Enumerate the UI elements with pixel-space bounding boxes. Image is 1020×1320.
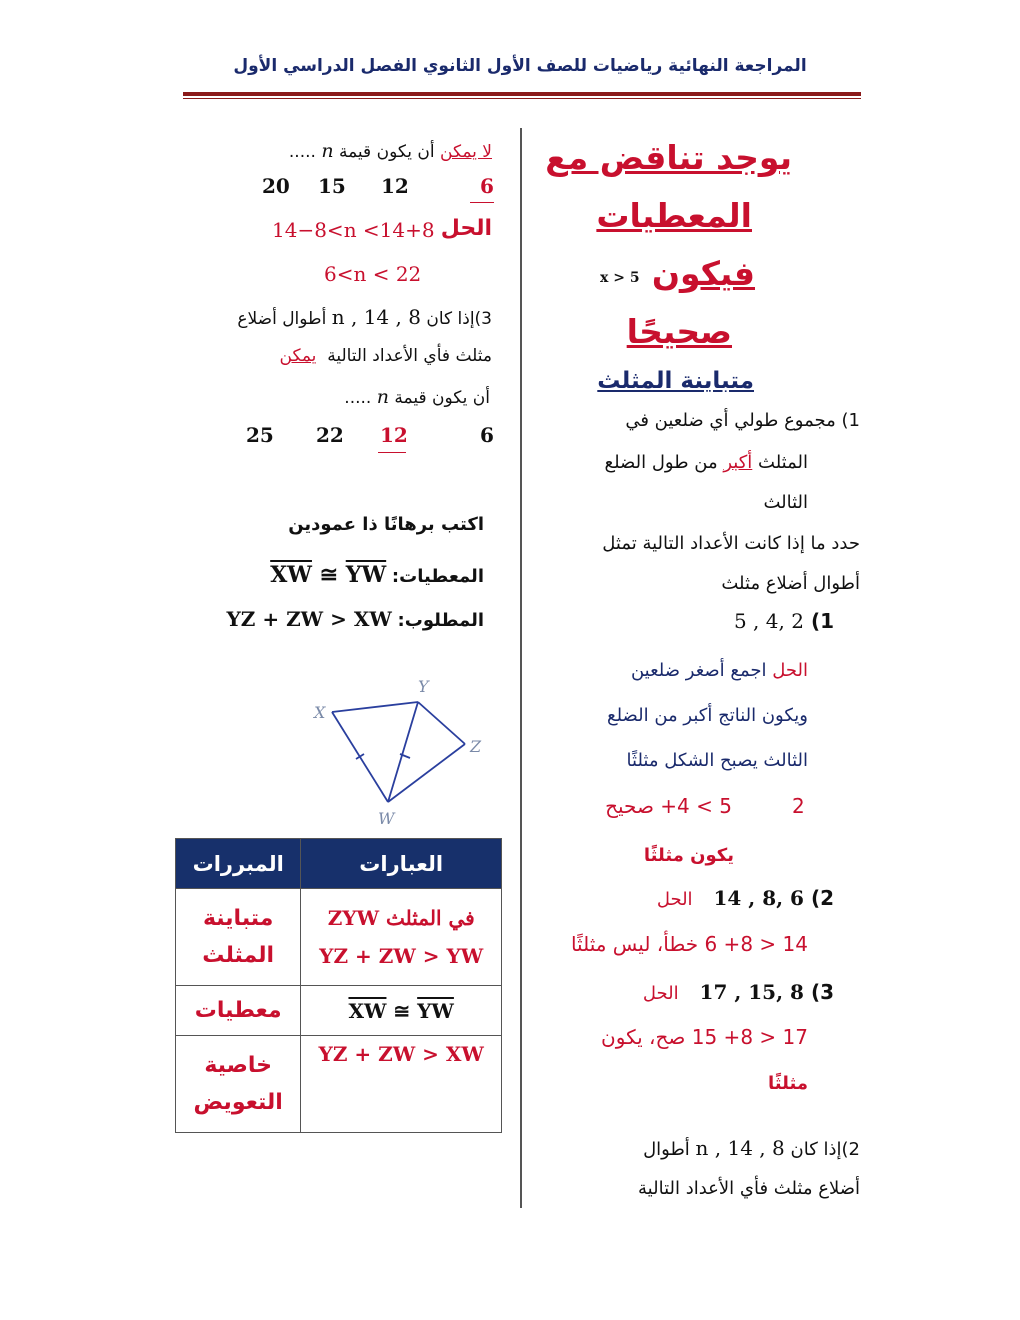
q3-line1b: 8 , 14 , n xyxy=(331,305,421,329)
q2-answer-mark xyxy=(470,202,494,203)
row1-reason xyxy=(176,889,301,986)
edge-yw xyxy=(388,702,418,802)
q2-line1b: 8 , 14 , n xyxy=(695,1136,785,1160)
q3-line3a: أن يكون قيمة xyxy=(394,388,490,408)
rule-text1: مجموع طولي أي ضلعين في xyxy=(625,410,836,431)
ex1-result: يكون مثلثًا xyxy=(643,845,734,866)
q3-option-4: 6 xyxy=(480,423,494,447)
ex1-sol-text: اجمع أصغر ضلعين xyxy=(630,660,767,681)
q2cont-dots: ..... xyxy=(288,142,316,162)
contradiction-note: x > 5 xyxy=(600,270,640,286)
section-title: متباينة المثلث xyxy=(597,368,754,394)
ex1-values: 2 ,4 , 5 xyxy=(733,609,804,633)
row2-reason: معطيات xyxy=(176,986,301,1036)
q3-line3 xyxy=(344,386,490,408)
q3-line3b: n xyxy=(376,386,389,408)
rule-num: 1) xyxy=(841,410,860,431)
col-reasons-header: المبررات xyxy=(176,839,301,889)
then-word: فيكون xyxy=(651,254,755,293)
q3-option-1: 25 xyxy=(246,423,274,447)
ex3-sol-label: الحل xyxy=(642,983,679,1004)
row1-stmt2: YZ + ZW > YW xyxy=(319,944,484,968)
q3-line3c: ..... xyxy=(344,388,372,408)
q3-answer-mark xyxy=(378,452,406,453)
ex3-values: 8 ,15 , 17 xyxy=(699,980,804,1004)
ex1-label: 1) xyxy=(810,609,834,633)
q3-option-2: 22 xyxy=(316,423,344,447)
q3-line1c: أطوال أضلاع xyxy=(237,309,327,329)
rule-line1 xyxy=(625,410,860,431)
q2cont-prefix: لا يمكن xyxy=(440,142,492,162)
col-statements-header: العبارات xyxy=(301,839,502,889)
row1-reason2: المثلث xyxy=(202,943,275,968)
ex3-calc-b: مثلثًا xyxy=(768,1073,808,1094)
table-header-row xyxy=(176,839,502,889)
ex2-label: 2) xyxy=(810,886,834,910)
rule-text2b: أكبر xyxy=(723,452,753,473)
proof-required xyxy=(227,607,484,631)
q2cont-var: n xyxy=(321,140,334,162)
proof-given-expr xyxy=(270,562,386,588)
page-header: المراجعة النهائية رياضيات للصف الأول الثانوي الفصل الدراسي الأول xyxy=(233,56,807,76)
row2-stmt-expr xyxy=(348,999,453,1023)
task-line1: حدد ما إذا كانت الأعداد التالية تمثل xyxy=(602,533,860,554)
label-x: X xyxy=(314,703,326,722)
proof-table xyxy=(175,838,502,1133)
edge-yz xyxy=(418,702,465,744)
ex2-sol-label: الحل xyxy=(656,889,693,910)
proof-req-label: المطلوب: xyxy=(397,610,484,631)
q3-option-3: 12 xyxy=(380,423,408,447)
proof-title: اكتب برهانًا ذا عمودين xyxy=(288,514,484,535)
proof-given-label: المعطيات: xyxy=(391,566,484,587)
proof-given-sym: ≅ xyxy=(319,562,339,588)
ex1-calc-2: 2 xyxy=(792,794,805,818)
q3-line2a: مثلث فأي الأعداد التالية xyxy=(327,346,492,366)
ex2-line xyxy=(657,886,834,910)
row3-reason xyxy=(176,1036,301,1133)
ex1-line xyxy=(734,609,834,633)
ex1-sol-label: الحل xyxy=(772,660,808,681)
rule-line2 xyxy=(605,452,809,473)
row2-statement xyxy=(301,986,502,1036)
row3-reason1: خاصية xyxy=(204,1053,273,1078)
q2-option-2: 15 xyxy=(318,174,346,198)
rule-text2c: من طول الضلع xyxy=(604,452,718,473)
proof-req-expr: YZ + ZW > XW xyxy=(226,607,392,631)
table-row xyxy=(176,1036,502,1133)
edge-zw xyxy=(388,744,465,802)
proof-given xyxy=(270,562,484,588)
label-w: W xyxy=(378,809,395,828)
contradiction-line2: المعطيات xyxy=(596,196,752,235)
quadrilateral-figure xyxy=(300,672,500,832)
q2cont-line xyxy=(289,140,492,162)
q3-line1 xyxy=(237,305,492,329)
header-rule-thin xyxy=(183,98,861,99)
ex1-line3: الثالث يصبح الشكل مثلثًا xyxy=(626,750,808,771)
table-row xyxy=(176,986,502,1036)
task-line2: أطوال أضلاع مثلث xyxy=(721,573,860,594)
table-row xyxy=(176,889,502,986)
contradiction-line1: يوجد تناقض مع xyxy=(545,138,792,177)
q3-line2 xyxy=(280,346,493,366)
q2-option-3: 12 xyxy=(381,174,409,198)
ex3-line xyxy=(643,980,834,1004)
ex1-line2: ويكون الناتج أكبر من الضلع xyxy=(607,705,808,726)
ex2-calc: 14 < 8+ 6 خطأ، ليس مثلثًا xyxy=(570,932,808,956)
q2-line1c: أطوال xyxy=(643,1139,690,1160)
q2-sol-line1: 14−8<n <14+8 xyxy=(272,218,435,242)
row3-statement: YZ + ZW > XW xyxy=(301,1036,502,1133)
ex3-label: 3) xyxy=(810,980,834,1004)
q2-option-1: 20 xyxy=(262,174,290,198)
q2cont-rest: أن يكون قيمة xyxy=(338,142,435,162)
q2-option-4: 6 xyxy=(480,174,494,198)
label-y: Y xyxy=(418,677,429,696)
ex1-calc: 5 > 4+ صحيح xyxy=(605,794,732,818)
q3-line2b: يمكن xyxy=(279,346,317,366)
label-z: Z xyxy=(470,737,482,756)
row3-reason2: التعويض xyxy=(193,1090,283,1115)
contradiction-line3 xyxy=(652,254,755,293)
ex3-calc-a: 17 < 8+ 15 صح، يكون xyxy=(601,1025,808,1049)
q2-line1a: 2)إذا كان xyxy=(790,1139,860,1160)
rule-text2a: المثلث xyxy=(758,452,808,473)
row1-statement xyxy=(301,889,502,986)
q2-line2: أضلاع مثلث فأي الأعداد التالية xyxy=(638,1178,860,1199)
header-rule-thick xyxy=(183,92,861,96)
ex2-values: 6 ,8 , 14 xyxy=(713,886,804,910)
row1-reason1: متباينة xyxy=(202,906,274,931)
column-divider xyxy=(520,128,522,1208)
rule-line3: الثالث xyxy=(763,492,808,513)
edge-xy xyxy=(332,702,418,712)
contradiction-line4: صحيحًا xyxy=(626,312,732,351)
ex1-sol-line xyxy=(631,660,808,681)
proof-given-b: $\overline{YW}$ xyxy=(345,562,387,588)
q2-sol-line2: 6<n < 22 xyxy=(324,262,422,286)
row1-stmt1: في المثلث ZYW xyxy=(327,906,475,930)
proof-given-a: $\overline{XW}$ xyxy=(270,562,312,588)
q3-line1a: 3)إذا كان xyxy=(426,309,492,329)
row2-stmt-a: $\overline{XW}$ xyxy=(348,998,387,1023)
row2-stmt-b: $\overline{YW}$ xyxy=(417,998,454,1023)
q2-sol-label: الحل xyxy=(440,216,492,241)
q2-line1 xyxy=(643,1136,860,1160)
row2-stmt-sym: ≅ xyxy=(393,998,411,1023)
